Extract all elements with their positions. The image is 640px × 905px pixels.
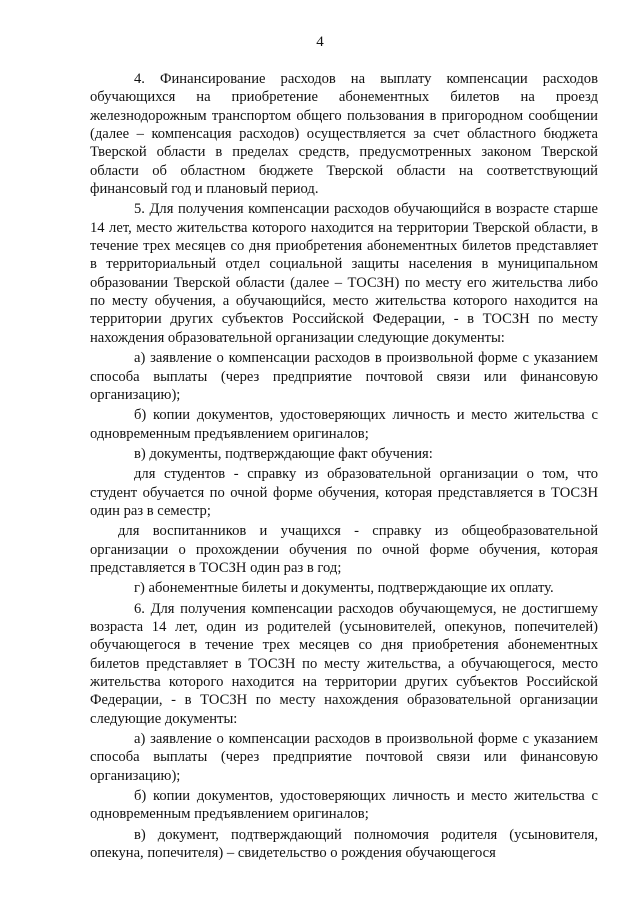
item-5b-identity-copies: б) копии документов, удостоверяющих личность и место жительства с одновременным предъявлением оригиналов;: [90, 407, 598, 442]
item-5c-pupils: для воспитанников и учащихся - справку из общеобразовательной организации о прохождении обучения по очной форме обучения, которая представляется в ТОСЗН один раз в год;: [90, 523, 598, 576]
paragraph-4-financing: 4. Финансирование расходов на выплату компенсации расходов обучающихся на приобретение абонементных билетов на проезд железнодорожным транспортом общего пользования в пригородном сообщении (далее – компенсация расходов) осуществляется за счет областного бюджета Тверской области в пределах средств, предусмотренных законом Тверской области об областном бюджете Тверской области на соответствующий финансовый год и плановый период.: [90, 71, 598, 198]
item-6a-application: а) заявление о компенсации расходов в произвольной форме с указанием способа выплаты (через предприятие почтовой связи или финансовую организацию);: [90, 731, 598, 784]
item-5c-study-proof: в) документы, подтверждающие факт обучения:: [134, 445, 433, 462]
item-5d-tickets: г) абонементные билеты и документы, подтверждающие их оплату.: [134, 580, 554, 597]
page-number: 4: [316, 34, 324, 50]
item-6c-guardian-proof: в) документ, подтверждающий полномочия родителя (усыновителя, опекуна, попечителя) – свидетельство о рождения обучающегося: [90, 826, 598, 862]
item-6b-identity-copies: б) копии документов, удостоверяющих личность и место жительства с одновременным предъявлением оригиналов;: [90, 788, 598, 823]
item-5a-application: а) заявление о компенсации расходов в произвольной форме с указанием способа выплаты (через предприятие почтовой связи или финансовую организацию);: [90, 350, 598, 403]
item-5c-students: для студентов - справку из образовательной организации о том, что студент обучается по очной форме обучения, которая представляется в ТОСЗН один раз в семестр;: [90, 466, 598, 519]
paragraph-6-documents-under-14: 6. Для получения компенсации расходов обучающемуся, не достигшему возраста 14 лет, один из родителей (усыновителей, опекунов, попечителей) обучающегося в течение трех месяцев со дня приобретения абонементных билетов представляет в ТОСЗН по месту жительства, а обучающегося, место жительства которого находится на территории других субъектов Российской Федерации, - в ТОСЗН по месту нахождения образовательной организации следующие документы:: [90, 600, 598, 727]
document-body: [90, 70, 598, 864]
paragraph-5-documents-over-14: 5. Для получения компенсации расходов обучающийся в возрасте старше 14 лет, место жительства которого находится на территории Тверской области, в течение трех месяцев со дня приобретения абонементных билетов представляет в территориальный отдел социальной защиты населения в муниципальном образовании Тверской области (далее – ТОСЗН) по месту его жительства либо по месту обучения, а обучающийся, место жительства которого находится на территории других субъектов Российской Федерации, - в ТОСЗН по месту нахождения образовательной организации следующие документы:: [90, 201, 598, 346]
